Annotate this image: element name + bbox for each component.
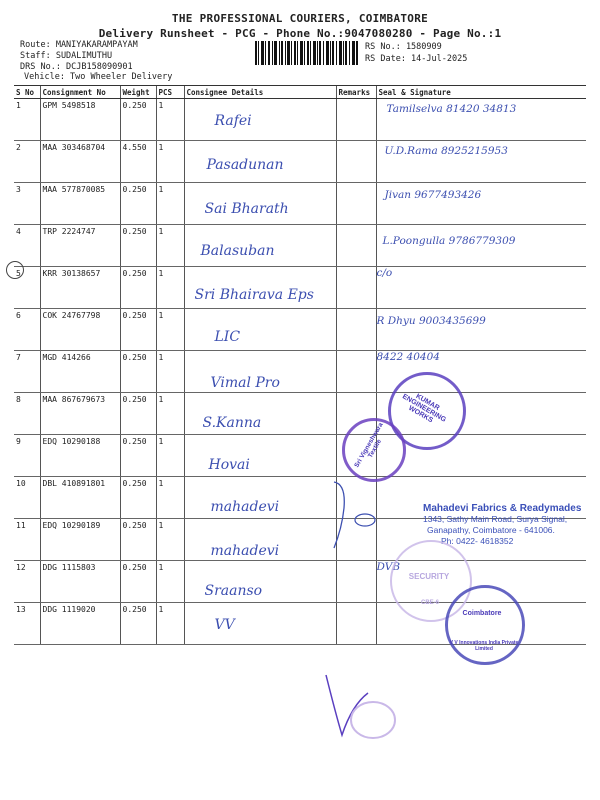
handwritten-consignee: mahadevi: [210, 499, 280, 515]
cell-pcs: 1: [156, 435, 184, 477]
cell-consignment: COK 24767798: [40, 309, 120, 351]
table-row: [14, 225, 586, 267]
cell-pcs: 1: [156, 393, 184, 435]
cell-consignee: [184, 183, 336, 225]
cell-consignment: DDG 1115803: [40, 561, 120, 603]
table-row: [14, 393, 586, 435]
cell-weight: 4.550: [120, 141, 156, 183]
cell-consignment: EDQ 10290188: [40, 435, 120, 477]
cell-remarks: [336, 603, 376, 645]
handwritten-signature: L.Poongulla 9786779309: [382, 235, 516, 247]
cell-consignee: [184, 225, 336, 267]
cell-consignee: [184, 477, 336, 519]
cell-pcs: 1: [156, 309, 184, 351]
table-row: [14, 309, 586, 351]
barcode-image: [255, 41, 359, 65]
handwritten-signature: U.D.Rama 8925215953: [384, 145, 508, 157]
cell-weight: 0.250: [120, 477, 156, 519]
cell-weight: 0.250: [120, 267, 156, 309]
cell-consignment: MAA 303468704: [40, 141, 120, 183]
handwritten-signature: DVB: [376, 561, 401, 573]
cell-consignee: [184, 603, 336, 645]
cell-sno: 6: [14, 309, 40, 351]
handwritten-consignee: VV: [214, 617, 235, 633]
col-consignee: Consignee Details: [184, 86, 336, 99]
cell-consignee: [184, 351, 336, 393]
innovations-seal-text: V V Innovations India Private Limited: [449, 640, 519, 652]
cell-consignee: [184, 519, 336, 561]
cell-consignee: [184, 99, 336, 141]
cell-sno: 12: [14, 561, 40, 603]
cell-remarks: [336, 267, 376, 309]
mahadevi-phone: Ph: 0422- 4618352: [441, 536, 514, 546]
handwritten-consignee: Sri Bhairava Eps: [194, 287, 314, 303]
handwritten-consignee: S.Kanna: [202, 415, 262, 431]
cbe-seal-text: CBE-6: [420, 600, 439, 606]
table-row: [14, 99, 586, 141]
col-weight: Weight: [120, 86, 156, 99]
handwritten-signature: Tamilselva 81420 34813: [386, 103, 517, 115]
cell-sno: 5: [14, 267, 40, 309]
cell-weight: 0.250: [120, 435, 156, 477]
cell-consignment: MAA 577870085: [40, 183, 120, 225]
cell-sno: 9: [14, 435, 40, 477]
cell-sno: 8: [14, 393, 40, 435]
cell-consignee: [184, 435, 336, 477]
cell-remarks: [336, 561, 376, 603]
cell-weight: 0.250: [120, 351, 156, 393]
cell-consignment: GPM 5498518: [40, 99, 120, 141]
cell-sno: 7: [14, 351, 40, 393]
cell-remarks: [336, 183, 376, 225]
cell-weight: 0.250: [120, 561, 156, 603]
handwritten-consignee: Sai Bharath: [204, 201, 289, 217]
cell-weight: 0.250: [120, 183, 156, 225]
cell-consignee: [184, 309, 336, 351]
cell-pcs: 1: [156, 267, 184, 309]
handwritten-consignee: Pasadunan: [206, 157, 284, 173]
cell-remarks: [336, 225, 376, 267]
table-row: [14, 141, 586, 183]
cell-consignment: TRP 2224747: [40, 225, 120, 267]
handwritten-signature: 8422 40404: [376, 351, 440, 363]
runsheet-subtitle: Delivery Runsheet - PCG - Phone No.:9047080280 - Page No.:1: [98, 27, 502, 40]
cell-sno: 10: [14, 477, 40, 519]
innovations-center: Coimbatore: [462, 610, 502, 617]
cell-weight: 0.250: [120, 519, 156, 561]
handwritten-signature: c/o: [376, 267, 393, 279]
cell-consignee: [184, 267, 336, 309]
drs-number: DRS No.: DCJB158090901: [20, 62, 133, 72]
handwritten-consignee: Vimal Pro: [210, 375, 280, 391]
cell-sno: 4: [14, 225, 40, 267]
mahadevi-stamp: [423, 503, 593, 547]
cell-pcs: 1: [156, 603, 184, 645]
cell-signature: [376, 141, 586, 183]
cell-weight: 0.250: [120, 603, 156, 645]
bracket-mark: [330, 478, 380, 558]
col-remarks: Remarks: [336, 86, 376, 99]
cell-consignee: [184, 561, 336, 603]
cell-pcs: 1: [156, 519, 184, 561]
col-signature: Seal & Signature: [376, 86, 586, 99]
cell-consignment: KRR 30138657: [40, 267, 120, 309]
scribble-mark: [318, 665, 408, 745]
cell-consignee: [184, 141, 336, 183]
cell-signature: [376, 99, 586, 141]
cell-weight: 0.250: [120, 225, 156, 267]
table-row: [14, 267, 586, 309]
rs-date: RS Date: 14-Jul-2025: [365, 54, 468, 64]
cell-weight: 0.250: [120, 393, 156, 435]
cell-sno: 13: [14, 603, 40, 645]
cell-weight: 0.250: [120, 309, 156, 351]
security-seal-text: SECURITY: [408, 572, 450, 581]
route-label: Route: MANIYAKARAMPAYAM: [20, 40, 138, 50]
innovations-seal: [445, 585, 525, 665]
cell-pcs: 1: [156, 99, 184, 141]
cell-sno: 3: [14, 183, 40, 225]
cell-consignment: MAA 867679673: [40, 393, 120, 435]
cell-sno: 1: [14, 99, 40, 141]
cell-pcs: 1: [156, 351, 184, 393]
cell-pcs: 1: [156, 225, 184, 267]
cell-signature: [376, 267, 586, 309]
rs-number: RS No.: 1580909: [365, 42, 442, 52]
table-row: [14, 183, 586, 225]
mahadevi-address-1: 1343, Sathy Main Road, Surya Signal,: [423, 514, 568, 524]
cell-consignment: EDQ 10290189: [40, 519, 120, 561]
mahadevi-title: Mahadevi Fabrics & Readymades: [423, 503, 582, 514]
cell-consignment: MGD 414266: [40, 351, 120, 393]
col-consignment: Consignment No: [40, 86, 120, 99]
cell-consignee: [184, 393, 336, 435]
cell-signature: [376, 225, 586, 267]
staff-label: Staff: SUDALIMUTHU: [20, 51, 113, 61]
handwritten-consignee: Balasuban: [200, 243, 275, 259]
cell-remarks: [336, 309, 376, 351]
col-sno: S No: [14, 86, 40, 99]
cell-consignment: DBL 410891801: [40, 477, 120, 519]
kumar-engineering-text: KUMAR ENGINEERING WORKS: [401, 392, 447, 425]
handwritten-consignee: Sraanso: [204, 583, 263, 599]
handwritten-signature: Jivan 9677493426: [384, 189, 482, 201]
vehicle-label: Vehicle: Two Wheeler Delivery: [24, 72, 173, 82]
handwritten-consignee: Rafei: [214, 113, 252, 129]
company-title: THE PROFESSIONAL COURIERS, COIMBATORE: [171, 12, 429, 25]
cell-remarks: [336, 351, 376, 393]
row-5-circle-mark: [6, 261, 24, 279]
cell-pcs: 1: [156, 183, 184, 225]
table-header-row: [14, 86, 586, 99]
cell-consignment: DDG 1119020: [40, 603, 120, 645]
cell-remarks: [336, 141, 376, 183]
cell-sno: 2: [14, 141, 40, 183]
cell-signature: [376, 183, 586, 225]
handwritten-consignee: LIC: [214, 329, 241, 345]
handwritten-consignee: Hovai: [208, 457, 250, 473]
mahadevi-address-2: Ganapathy, Coimbatore - 641006.: [427, 525, 555, 535]
cell-sno: 11: [14, 519, 40, 561]
cell-signature: [376, 309, 586, 351]
cell-pcs: 1: [156, 141, 184, 183]
runsheet-table: [14, 85, 586, 645]
table-row: [14, 435, 586, 477]
cell-pcs: 1: [156, 477, 184, 519]
cell-weight: 0.250: [120, 99, 156, 141]
cell-remarks: [336, 99, 376, 141]
cell-pcs: 1: [156, 561, 184, 603]
handwritten-consignee: mahadevi: [210, 543, 280, 559]
table-row: [14, 351, 586, 393]
handwritten-signature: R Dhyu 9003435699: [376, 315, 486, 327]
textile-seal-text: Sri Vigneshwara Textile: [353, 421, 385, 469]
col-pcs: PCS: [156, 86, 184, 99]
